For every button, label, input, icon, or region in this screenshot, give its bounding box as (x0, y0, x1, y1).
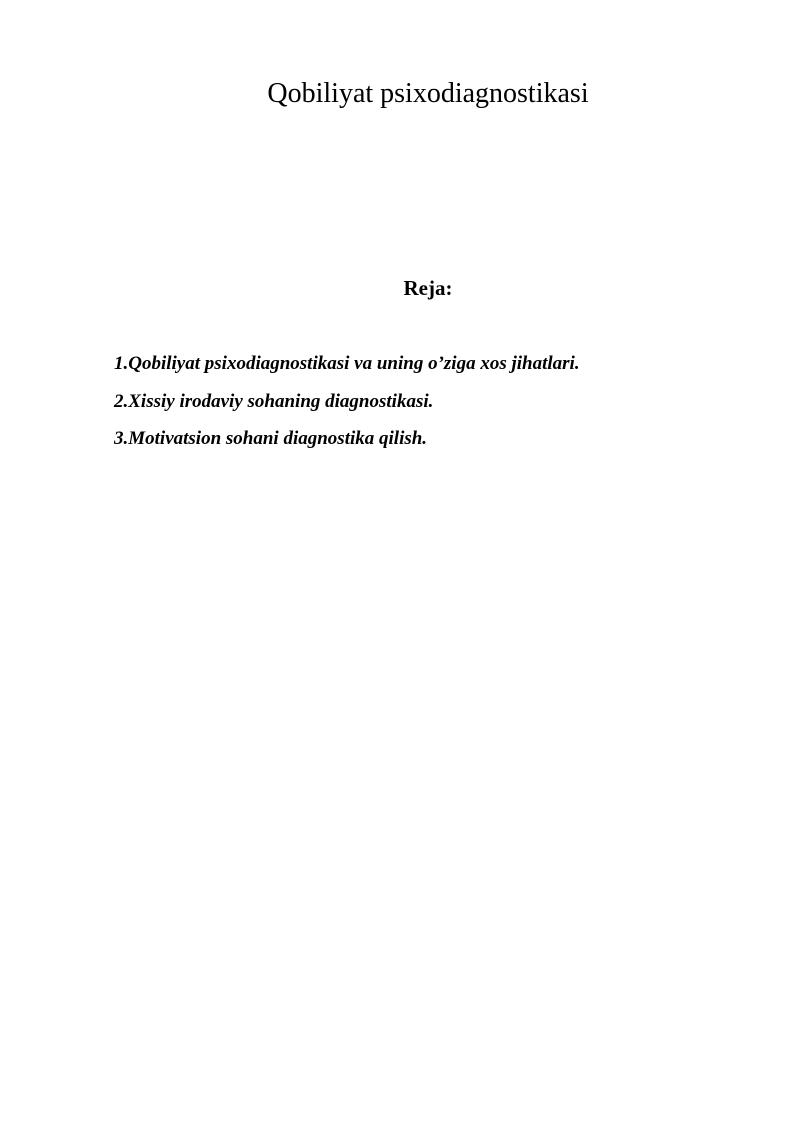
page-title: Qobiliyat psixodiagnostikasi (267, 78, 589, 109)
plan-item-3: 3.Motivatsion sohani diagnostika qilish. (114, 428, 428, 449)
plan-heading: Reja: (403, 276, 453, 300)
plan-item-2: 2.Xissiy irodaviy sohaning diagnostikasi. (114, 390, 434, 412)
plan-list (114, 345, 580, 458)
plan-item-1: 1.Qobiliyat psixodiagnostikasi va uning o’ziga xos jihatlari. (114, 353, 580, 374)
